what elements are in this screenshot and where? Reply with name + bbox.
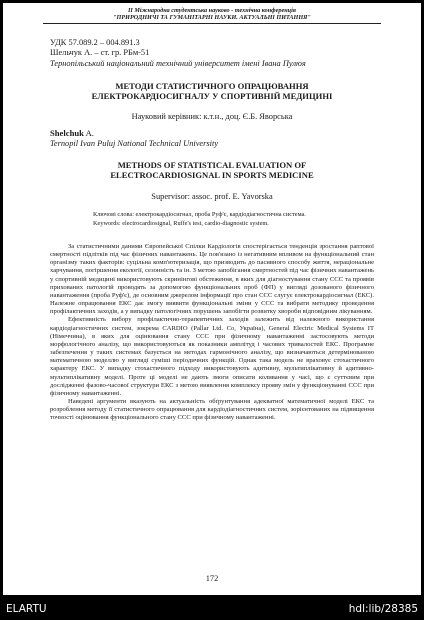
footer-repository-label: ELARTU: [6, 603, 47, 615]
title-ua-line-1: МЕТОДИ СТАТИСТИЧНОГО ОПРАЦЮВАННЯ: [115, 81, 309, 91]
title-en-line-2: ELECTROCARDIOSIGNAL IN SPORTS MEDICINE: [110, 170, 314, 180]
conference-header-line-2: "ПРИРОДНИЧІ ТА ГУМАНІТАРНІ НАУКИ. АКТУАЛЬНІ ПИТАННЯ": [113, 14, 311, 22]
title-ua-line-2: ЕЛЕКТРОКАРДІОСИГНАЛУ У СПОРТИВНІЙ МЕДИЦИНІ: [91, 91, 333, 101]
university-ua: Тернопільський національний технічний університет імені Івана Пулюя: [50, 59, 306, 68]
udc-code: УДК 57.089.2 – 004.891.3: [50, 38, 140, 47]
author-en: [50, 128, 94, 138]
supervisor-en: Supervisor: assoc. prof. E. Yavorska: [151, 192, 273, 201]
page-number: 172: [205, 574, 219, 583]
paragraph-2: Ефективність вибору профілактично-терапевтичних заходів залежить від належного використання кардіодіагностичних систем, зокрема CARDIO (Pallar Ltd. Co, Україна), General Electric Medical Systems IT (Німеччина), в яких для оцінювання стану ССС при фізичному навантаженні застосовують методи морфологічного аналізу, що використовуються як показники амплітуд і часових тривалостей ЕКС. Програмне забезпечення у таких системах базується на методах гармонічного аналізу, що визначаються детермінованою математичною моделлю у вигляді суміші періодичних функцій. Однак така модель не враховує стохастичного характеру ЕКС. У випадку стохастичного підходу використовують адитивну, мультиплікативну й адитивно-мультиплікативну моделі. Проте ці моделі не дають змоги описати коливання у часі, що є суттєвим при дослідженні фазово-часової структури ЕКС з метою виявлення комплексу прояву змін у функціонуванні ССС при фізичному навантаженні.: [50, 316, 374, 397]
paragraph-1: За статистичними даними Європейської Спілки Кардіологів спостерігається тенденція зростання раптової смертності підлітків під час фізичних навантажень. Це пов'язано із негативним впливом на функціональний стан організму таких факторів: суцільна комп'ютеризація, що призводить до пасивного способу життя, нераціональне харчування, погіршення екології, сезонність та ін. З метою запобігання смертностей під час фізичних навантажень у спортивній медицині використовують скринінгові обстеження, в яких для діагностування стану ССС та проявів прихованих патологій проводять за допомогою функціональних проб (ФП) у вигляді дозованого фізичного навантаження (проба Руф'є), де основним джерелом інформації про стан ССС слугує електрокардіосигнал (ЕКС). Належне опрацювання ЕКС дає змогу виявити функціональні зміни у ССС та вибрати методику проведення профілактичних заходів, а у випадку патологічних порушень запобігти розвитку хвороби відповідним лікуванням.: [50, 243, 374, 316]
footer-handle: hdl:lib/28385: [348, 603, 418, 615]
supervisor-ua: Науковий керівник: к.т.н., доц. Є.Б. Яворська: [131, 112, 293, 121]
author-en-surname: Shelchuk: [50, 128, 84, 138]
conference-header: [43, 7, 381, 24]
paragraph-3: Наведені аргументи вказують на актуальність обґрунтування адекватної математичної моделі ЕКС та розроблення методу її статистичного опрацювання для кардіодіагностичних систем, зорієнтованих на підвищення точності оцінювання функціонального стану ССС при фізичному навантаженні.: [50, 397, 374, 422]
keywords-en: Keywords: electrocardiosignal, Ruffe's test, cardio-diagnostic system.: [93, 220, 269, 227]
body-text: [50, 243, 374, 422]
conference-header-line-1: ІІ Міжнародна студентська науково - технічна конференція: [128, 7, 296, 14]
title-en-line-1: METHODS OF STATISTICAL EVALUATION OF: [117, 160, 307, 170]
author-ua: Шельчук А. – ст. гр. РБм-51: [50, 48, 150, 57]
document-page: [3, 3, 421, 595]
university-en: Ternopil Ivan Puluj National Technical University: [50, 139, 219, 148]
keywords-ua: Ключові слова: електрокардіосигнал, проба Руф'є, кардіодіагностична система.: [93, 211, 306, 218]
author-en-initial: A.: [83, 128, 94, 138]
